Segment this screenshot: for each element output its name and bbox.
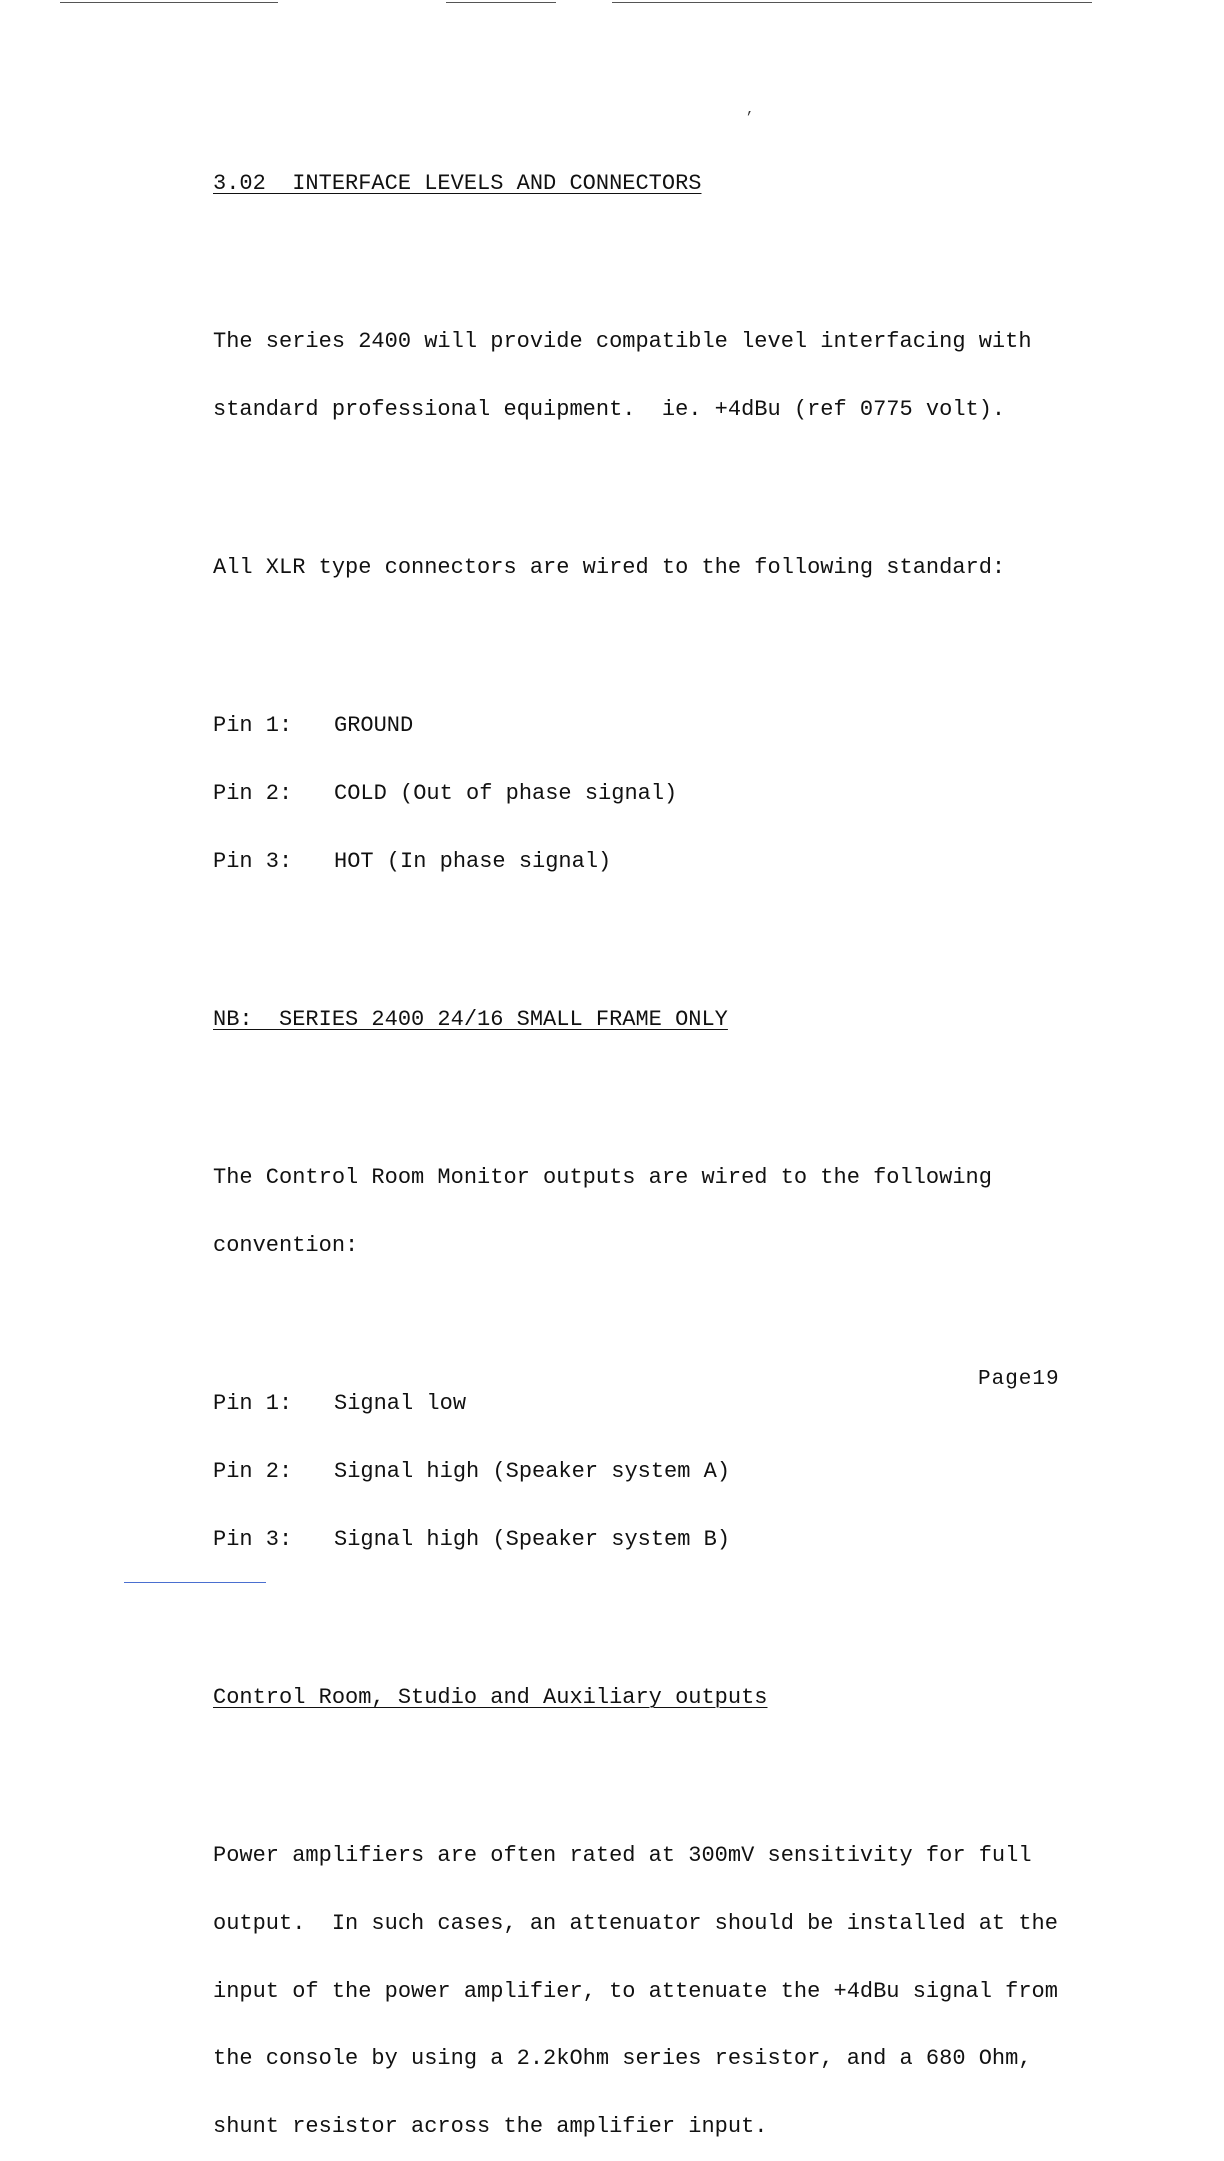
pin-description: HOT (In phase signal) [334,849,612,874]
document-body [213,128,1093,2161]
spacer [213,1755,1093,1778]
nb-heading: NB: SERIES 2400 24/16 SMALL FRAME ONLY [213,1007,728,1033]
monitor-pin-row [213,1461,1093,1484]
spacer [213,625,1093,648]
pin-description: Signal high (Speaker system A) [334,1459,731,1485]
pin-label: Pin 1: [213,713,293,739]
monitor-pin-row [213,1526,1093,1552]
xlr-pin-row [213,783,1093,806]
pin-label: Pin 1: [213,1391,293,1417]
nb-line: convention: [213,1233,359,1259]
pin-description: COLD (Out of phase signal) [334,781,678,807]
xlr-pin-row [213,851,1093,874]
stray-mark: , [746,102,755,118]
scan-edge-line [612,2,1092,3]
pin-description: Signal high (Speaker system B) [334,1526,731,1552]
xlr-statement: All XLR type connectors are wired to the following standard: [213,555,1006,581]
outputs-line: shunt resistor across the amplifier input. [213,2114,768,2140]
pin-label: Pin 2: [213,1459,293,1485]
outputs-line: output. In such cases, an attenuator should be installed at the [213,1910,1058,1936]
pin-label: Pin 3: [213,1526,293,1552]
monitor-pin-row [213,1393,1093,1416]
pin-label: Pin 2: [213,781,293,807]
spacer [213,919,1093,942]
outputs-heading: Control Room, Studio and Auxiliary outputs [213,1684,768,1710]
spacer [213,1077,1093,1100]
outputs-line: input of the power amplifier, to attenuate the +4dBu signal from [213,1978,1058,2004]
page-number: Page19 [978,1368,1060,1391]
spacer [213,1303,1093,1326]
outputs-line: the console by using a 2.2kOhm series resistor, and a 680 Ohm, [213,2046,1032,2072]
pin-description: GROUND [334,713,414,739]
intro-line: standard professional equipment. ie. +4dBu (ref 0775 volt). [213,397,1006,423]
intro-line: The series 2400 will provide compatible level interfacing with [213,329,1032,355]
outputs-line: Power amplifiers are often rated at 300mV sensitivity for full [213,1843,1032,1869]
pin-description: Signal low [334,1391,467,1417]
pin-label: Pin 3: [213,849,293,874]
xlr-pin-row [213,715,1093,738]
nb-line: The Control Room Monitor outputs are wired to the following [213,1165,992,1191]
section-title: 3.02 INTERFACE LEVELS AND CONNECTORS [213,171,702,197]
spacer [213,467,1093,490]
spacer [213,1597,1093,1620]
spacer [213,241,1093,264]
scan-edge-line [60,2,278,3]
scan-edge-line [446,2,556,3]
